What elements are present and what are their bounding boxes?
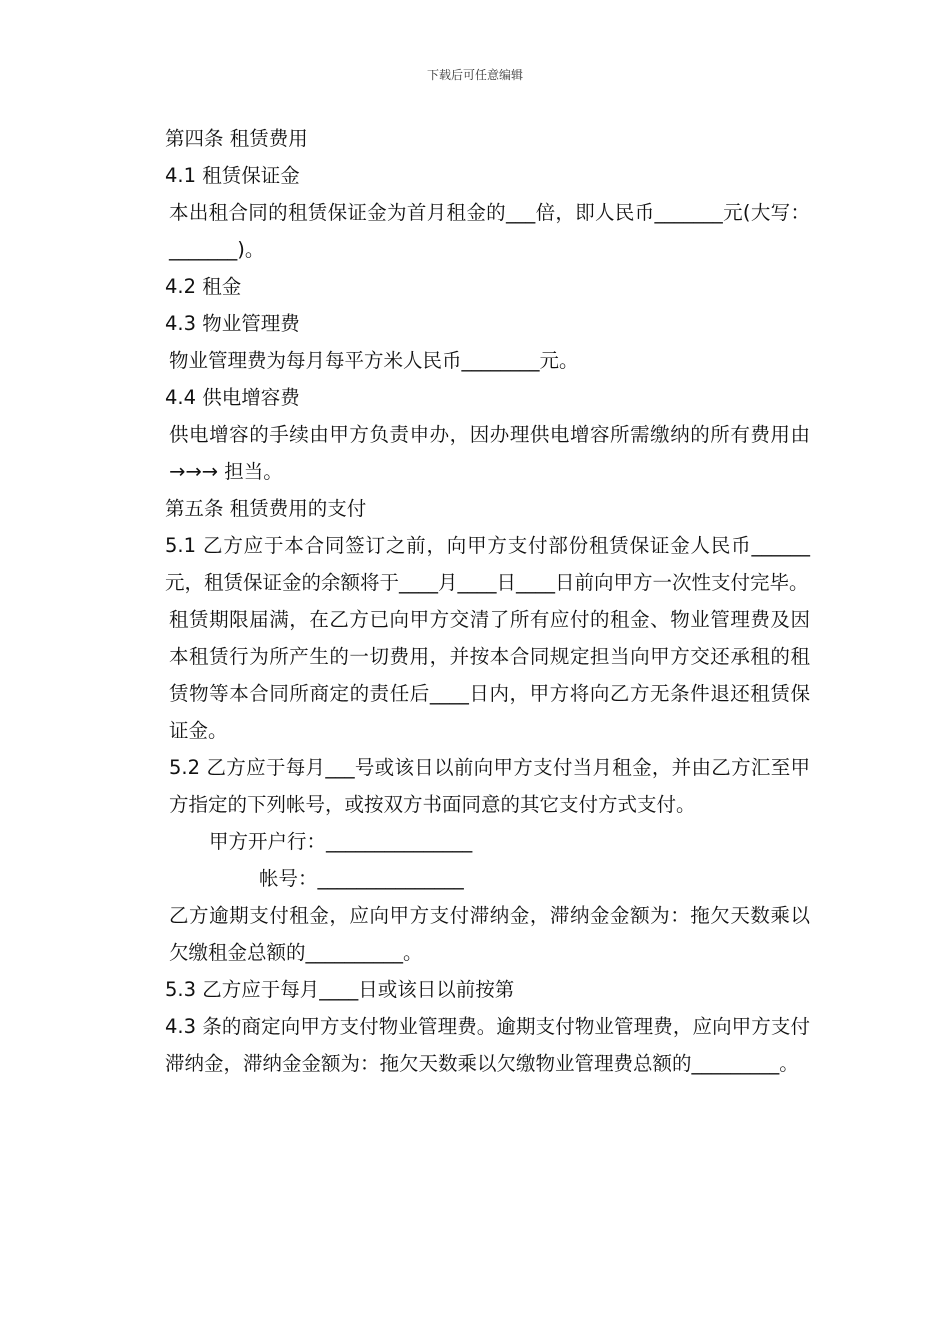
document-body xyxy=(146,120,810,1082)
article-4-heading: 第四条 租赁费用 xyxy=(165,127,308,150)
page-header: 下载后可任意编辑 xyxy=(426,68,523,82)
deposit-refund-paragraph: 租赁期限届满，在乙方已向甲方交清了所有应付的租金、物业管理费及因本租赁行为所产生的一切费用，并按本合同规定担当向甲方交还承租的租赁物等本合同所商定的责任后____日内，甲方将向乙方无条件退还租赁保证金。 xyxy=(169,608,810,742)
management-fee-paragraph: 物业管理费为每月每平方米人民币________元。 xyxy=(169,349,579,372)
late-rent-paragraph: 乙方逾期支付租金，应向甲方支付滞纳金，滞纳金金额为：拖欠天数乘以欠缴租金总额的__________。 xyxy=(169,904,810,964)
section-5-2-paragraph: 5.2 乙方应于每月___号或该日以前向甲方支付当月租金，并由乙方汇至甲方指定的下列帐号，或按双方书面同意的其它支付方式支付。 xyxy=(169,756,810,816)
power-capacity-paragraph: 供电增容的手续由甲方负责申办，因办理供电增容所需缴纳的所有费用由→→→ 担当。 xyxy=(169,423,810,483)
section-4-4-heading: 4.4 供电增容费 xyxy=(165,386,300,409)
section-5-3-line: 5.3 乙方应于每月____日或该日以前按第 xyxy=(165,978,515,1001)
section-5-1-paragraph: 5.1 乙方应于本合同签订之前，向甲方支付部份租赁保证金人民币______元，租赁保证金的余额将于____月____日____日前向甲方一次性支付完毕。 xyxy=(165,534,810,594)
section-4-2-heading: 4.2 租金 xyxy=(165,275,242,298)
section-4-1-heading: 4.1 租赁保证金 xyxy=(165,164,300,187)
bank-line: 甲方开户行：_______________ xyxy=(209,830,473,853)
management-fee-payment-paragraph: 4.3 条的商定向甲方支付物业管理费。逾期支付物业管理费，应向甲方支付滞纳金，滞纳金金额为：拖欠天数乘以欠缴物业管理费总额的_________。 xyxy=(165,1015,810,1075)
section-4-3-heading: 4.3 物业管理费 xyxy=(165,312,300,335)
article-5-heading: 第五条 租赁费用的支付 xyxy=(165,497,367,520)
account-line: 帐号：_______________ xyxy=(259,867,464,890)
deposit-paragraph: 本出租合同的租赁保证金为首月租金的___倍，即人民币_______元(大写：_______)。 xyxy=(169,201,810,261)
